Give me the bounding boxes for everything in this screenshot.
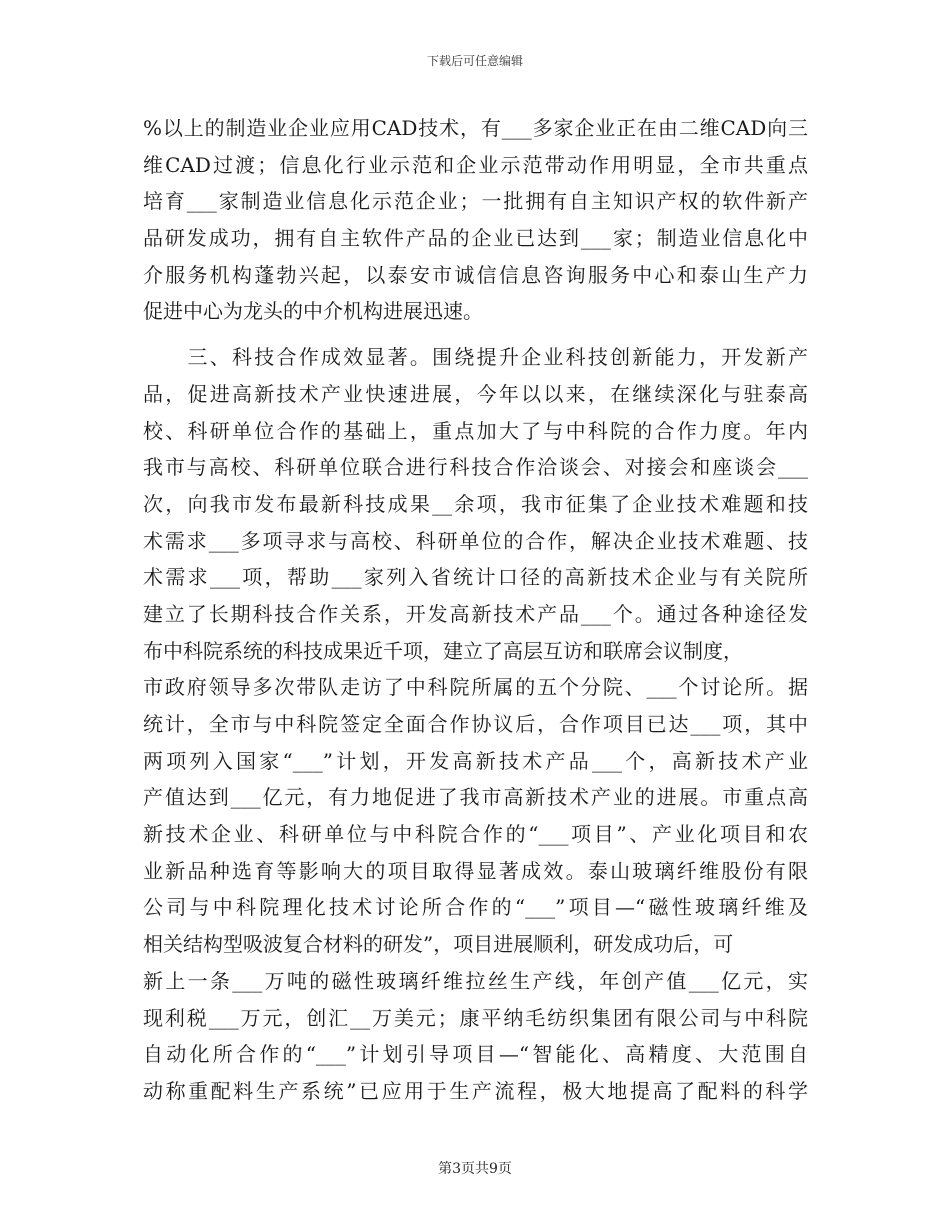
text-line: 相关结构型吸波复合材料的研发”，项目进展顺利，研发成功后，可 [143, 932, 734, 957]
text-line: 公司与中科院理化技术讨论所合作的“___”项目—“磁性玻璃纤维及 [143, 895, 808, 920]
text-line: 产值达到___亿元，有力地促进了我市高新技术产业的进展。市重点高 [143, 785, 808, 810]
text-line: %以上的制造业企业应用CAD技术，有___多家企业正在由二维CAD向三 [143, 116, 808, 140]
text-line: 现利税___万元，创汇__万美元；康平纳毛纺织集团有限公司与中科院 [143, 1005, 808, 1030]
text-line: 市政府领导多次带队走访了中科院所属的五个分院、___个讨论所。据 [143, 675, 808, 700]
text-line: 维CAD过渡；信息化行业示范和企业示范带动作用明显，全市共重点 [143, 152, 808, 177]
text-line: 自动化所合作的“___”计划引导项目—“智能化、高精度、大范围自 [143, 1042, 808, 1067]
text-line: 术需求___多项寻求与高校、科研单位的合作，解决企业技术难题、技 [143, 528, 808, 553]
text-line: 培育___家制造业信息化示范企业；一批拥有自主知识产权的软件新产 [143, 189, 808, 214]
paragraph-2 [143, 339, 808, 1109]
paragraph-1 [143, 110, 808, 330]
text-line: 术需求___项，帮助___家列入省统计口径的高新技术企业与有关院所 [143, 565, 808, 590]
text-line: 品研发成功，拥有自主软件产品的企业已达到___家；制造业信息化中 [143, 226, 808, 251]
document-body [143, 110, 808, 1110]
text-line: 介服务机构蓬勃兴起，以泰安市诚信信息咨询服务中心和泰山生产力 [143, 262, 808, 287]
text-line: 建立了长期科技合作关系，开发高新技术产品___个。通过各种途径发 [143, 601, 808, 626]
text-line: 统计，全市与中科院签定全面合作协议后，合作项目已达___项，其中 [143, 712, 808, 736]
text-line: 新上一条___万吨的磁性玻璃纤维拉丝生产线，年创产值___亿元，实 [143, 968, 808, 993]
text-line: 次，向我市发布最新科技成果__余项，我市征集了企业技术难题和技 [143, 491, 808, 516]
text-line: 两项列入国家“___”计划，开发高新技术产品___个，高新技术产业 [143, 748, 808, 773]
text-line: 校、科研单位合作的基础上，重点加大了与中科院的合作力度。年内 [143, 418, 808, 443]
text-line: 新技术企业、科研单位与中科院合作的“___项目”、产业化项目和农 [143, 822, 808, 847]
text-line: 三、科技合作成效显著。围绕提升企业科技创新能力，开发新产 [143, 345, 808, 370]
text-line: 布中科院系统的科技成果近千项，建立了高层互访和联席会议制度， [143, 638, 743, 663]
page-number: 第3页共9页 [438, 1161, 512, 1177]
text-line: 促进中心为龙头的中介机构进展迅速。 [143, 299, 483, 324]
text-line: 我市与高校、科研单位联合进行科技合作洽谈会、对接会和座谈会___ [143, 455, 808, 480]
text-line: 动称重配料生产系统”已应用于生产流程，极大地提高了配料的科学 [143, 1078, 808, 1103]
text-line: 品，促进高新技术产业快速进展，今年以以来，在继续深化与驻泰高 [143, 381, 808, 406]
page-header-note: 下载后可任意编辑 [426, 54, 523, 68]
text-line: 业新品种选育等影响大的项目取得显著成效。泰山玻璃纤维股份有限 [143, 858, 808, 883]
